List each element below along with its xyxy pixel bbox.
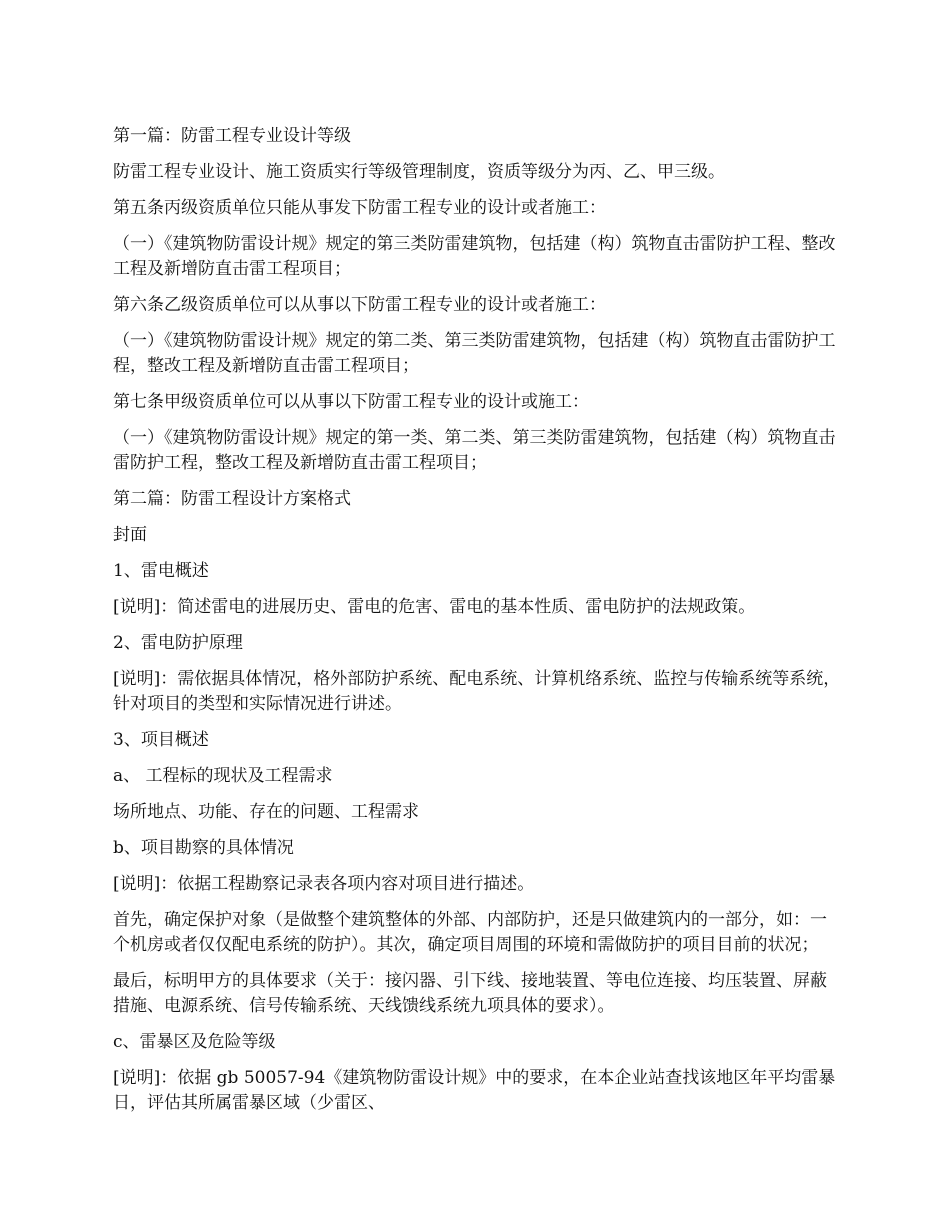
paragraph: （一）《建筑物防雷设计规》规定的第一类、第二类、第三类防雷建筑物，包括建（构）筑物直击雷防护工程，整改工程及新增防直击雷工程项目； [113, 428, 836, 473]
paragraph: [说明]：依据工程勘察记录表各项内容对项目进行描述。 [113, 874, 535, 894]
paragraph: 第五条丙级资质单位只能从事发下防雷工程专业的设计或者施工： [113, 198, 606, 218]
paragraph: [说明]：需依据具体情况，格外部防护系统、配电系统、计算机络系统、监控与传输系统等系统，针对项目的类型和实际情况进行讲述。 [113, 669, 841, 714]
section-heading-2: 第二篇：防雷工程设计方案格式 [113, 489, 351, 509]
paragraph: c、雷暴区及危险等级 [113, 1032, 276, 1052]
paragraph: 防雷工程专业设计、施工资质实行等级管理制度，资质等级分为丙、乙、甲三级。 [113, 162, 725, 182]
paragraph: 第六条乙级资质单位可以从事以下防雷工程专业的设计或者施工： [113, 295, 606, 315]
paragraph: （一）《建筑物防雷设计规》规定的第三类防雷建筑物，包括建（构）筑物直击雷防护工程、整改工程及新增防直击雷工程项目； [113, 234, 836, 279]
paragraph: 3、项目概述 [113, 730, 209, 750]
paragraph: 场所地点、功能、存在的问题、工程需求 [113, 802, 419, 822]
section-heading-1: 第一篇：防雷工程专业设计等级 [113, 126, 351, 146]
paragraph: a、 工程标的现状及工程需求 [113, 766, 333, 786]
paragraph: 封面 [113, 525, 147, 545]
paragraph: [说明]：依据 gb 50057-94《建筑物防雷设计规》中的要求，在本企业站查找该地区年平均雷暴日，评估其所属雷暴区域（少雷区、 [113, 1068, 836, 1113]
paragraph: 首先，确定保护对象（是做整个建筑整体的外部、内部防护，还是只做建筑内的一部分，如：一个机房或者仅仅配电系统的防护）。其次，确定项目周围的环境和需做防护的项目目前的状况； [113, 910, 827, 955]
paragraph: 1、雷电概述 [113, 561, 209, 581]
paragraph: b、项目勘察的具体情况 [113, 838, 294, 858]
document-body [113, 124, 843, 1127]
paragraph: [说明]：简述雷电的进展历史、雷电的危害、雷电的基本性质、雷电防护的法规政策。 [113, 597, 756, 617]
paragraph: 第七条甲级资质单位可以从事以下防雷工程专业的设计或施工： [113, 392, 589, 412]
paragraph: （一）《建筑物防雷设计规》规定的第二类、第三类防雷建筑物，包括建（构）筑物直击雷防护工程，整改工程及新增防直击雷工程项目； [113, 331, 836, 376]
paragraph: 最后，标明甲方的具体要求（关于：接闪器、引下线、接地装置、等电位连接、均压装置、屏蔽措施、电源系统、信号传输系统、天线馈线系统九项具体的要求）。 [113, 971, 827, 1016]
paragraph: 2、雷电防护原理 [113, 633, 243, 653]
